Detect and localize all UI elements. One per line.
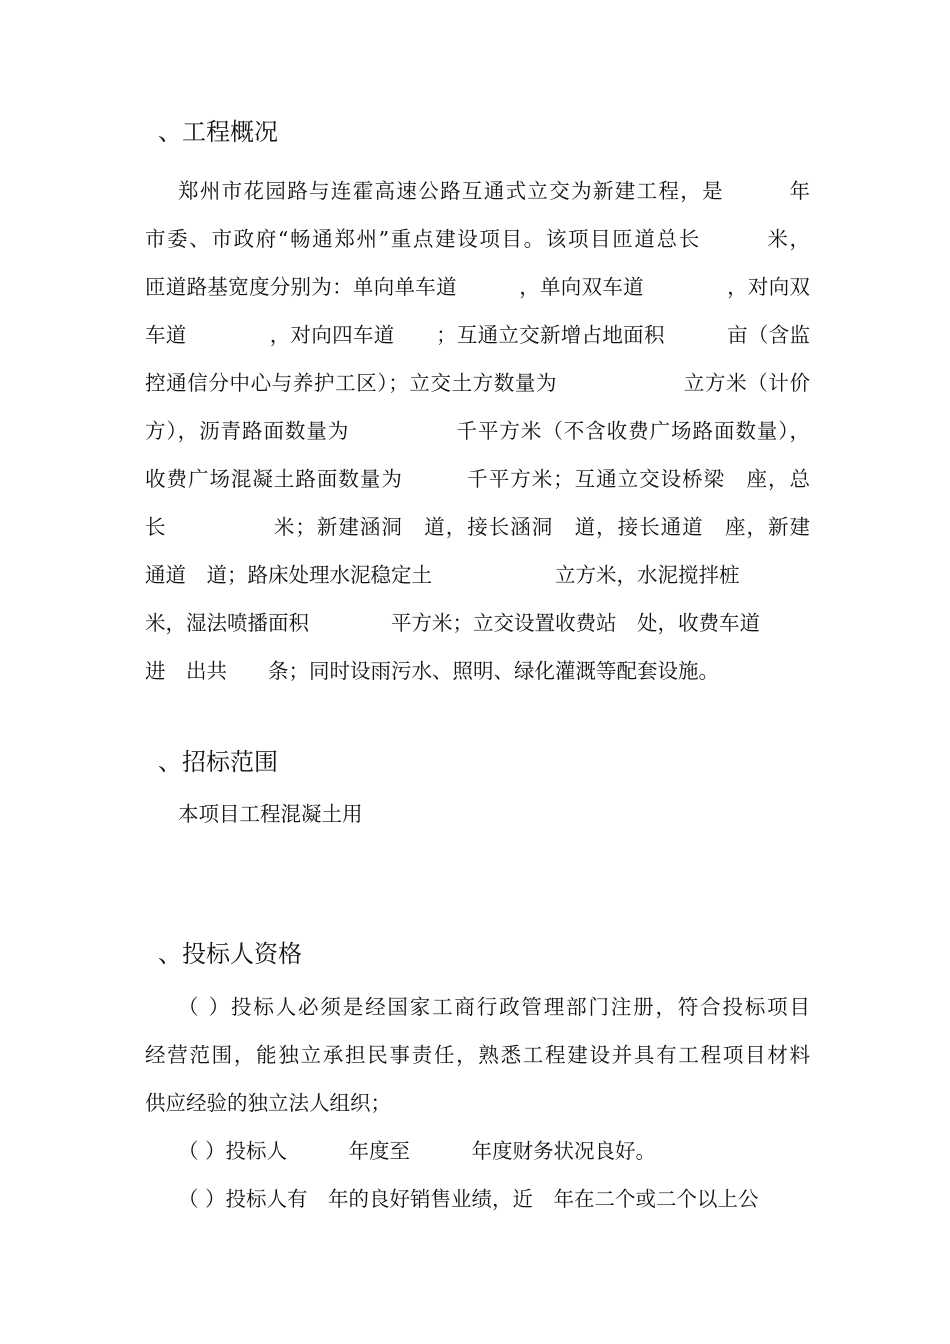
paragraph-line: 本项目工程混凝土用 xyxy=(178,802,363,826)
paragraph-line: 通道 道；路床处理水泥稳定土 立方米，水泥搅拌桩 xyxy=(145,563,740,587)
paragraph-line: （ ）投标人 年度至 年度财务状况良好。 xyxy=(178,1139,657,1163)
section-heading-scope: 、招标范围 xyxy=(158,748,278,776)
section-heading-overview: 、工程概况 xyxy=(158,118,278,146)
paragraph-line: 郑州市花园路与连霍高速公路互通式立交为新建工程，是 年 xyxy=(178,179,810,203)
paragraph-line: 米，湿法喷播面积 平方米；立交设置收费站 处，收费车道 xyxy=(145,611,760,635)
paragraph-line: 控通信分中心与养护工区）；立交土方数量为 立方米（计价 xyxy=(145,371,810,395)
paragraph-line: 匝道路基宽度分别为：单向单车道 ，单向双车道 ，对向双 xyxy=(145,275,810,299)
paragraph-line: 收费广场混凝土路面数量为 千平方米；互通立交设桥梁 座，总 xyxy=(145,467,810,491)
paragraph-line: 进 出共 条；同时设雨污水、照明、绿化灌溉等配套设施。 xyxy=(145,659,719,683)
paragraph-line: （ ）投标人有 年的良好销售业绩，近 年在二个或二个以上公 xyxy=(178,1187,759,1211)
paragraph-line: 车道 ，对向四车道 ；互通立交新增占地面积 亩（含监 xyxy=(145,323,810,347)
paragraph-line: 长 米；新建涵洞 道，接长涵洞 道，接长通道 座，新建 xyxy=(145,515,810,539)
paragraph-line: （ ）投标人必须是经国家工商行政管理部门注册，符合投标项目 xyxy=(178,995,810,1019)
section-heading-qualification: 、投标人资格 xyxy=(158,940,302,968)
paragraph-line: 供应经验的独立法人组织； xyxy=(145,1091,391,1115)
paragraph-line: 市委、市政府“畅通郑州”重点建设项目。该项目匝道总长 米， xyxy=(145,227,810,251)
paragraph-line: 方），沥青路面数量为 千平方米（不含收费广场路面数量）， xyxy=(145,419,810,443)
paragraph-line: 经营范围，能独立承担民事责任，熟悉工程建设并具有工程项目材料 xyxy=(145,1043,810,1067)
